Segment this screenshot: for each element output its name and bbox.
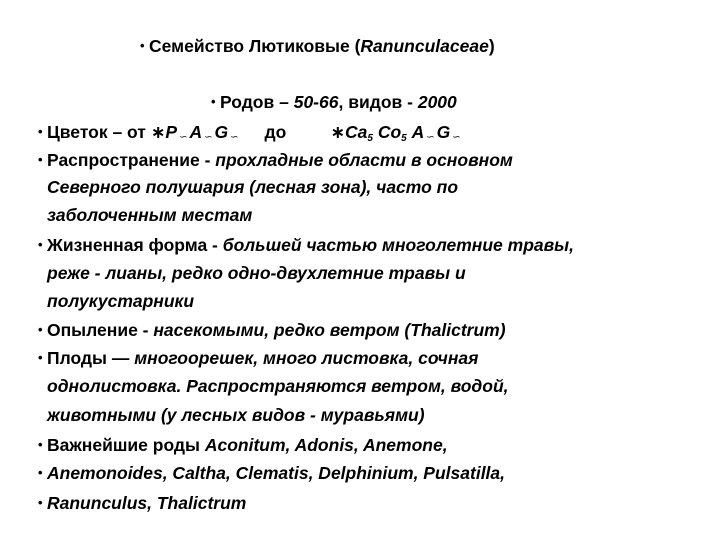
- fruits-line-3: животными (у лесных видов - муравьями): [47, 405, 425, 425]
- important-genera-text-3: Ranunculus, Thalictrum: [47, 493, 247, 513]
- formula1-gynoecium: G: [214, 122, 229, 142]
- distribution-line-1: [38, 147, 513, 173]
- formula2-gynoecium: G: [436, 122, 451, 142]
- infinity-symbol: ∽: [426, 132, 435, 143]
- title-latin: Ranunculaceae: [360, 36, 489, 56]
- formula2-corolla-count: 5: [401, 133, 407, 144]
- bullet: •: [38, 124, 43, 139]
- fruits-text-1: многоорешек, много листовка, сочная: [134, 348, 479, 368]
- bullet: •: [38, 237, 43, 252]
- life-form-text-1: большей частью многолетние травы,: [222, 235, 574, 255]
- actinomorphic-symbol: ∗: [150, 122, 166, 142]
- genera-label: Родов –: [220, 92, 294, 112]
- species-value: 2000: [417, 92, 457, 112]
- formula-to-label: до: [264, 122, 287, 142]
- infinity-symbol: ∽: [179, 132, 188, 143]
- fruits-line-2: однолистовка. Распространяются ветром, водой,: [47, 376, 509, 396]
- bullet: •: [38, 322, 43, 337]
- infinity-symbol: ∽: [452, 132, 461, 143]
- flower-label: Цветок – от: [47, 122, 151, 142]
- pollination-label: Опыление -: [47, 320, 154, 340]
- genera-value: 50-66: [293, 92, 339, 112]
- actinomorphic-symbol: ∗: [330, 122, 346, 142]
- formula1-perianth: P: [165, 122, 178, 142]
- fruits-line-1: [38, 345, 478, 371]
- life-form-label: Жизненная форма -: [47, 235, 223, 255]
- important-genera-text-2: Anemonoides, Caltha, Clematis, Delphinium, Pulsatilla,: [47, 463, 506, 483]
- title-prefix: Семейство Лютиковые (: [149, 36, 361, 56]
- distribution-label: Распространение -: [47, 150, 216, 170]
- distribution-text-1: прохладные области в основном: [215, 150, 513, 170]
- infinity-symbol: ∽: [204, 132, 213, 143]
- genera-count-line: [211, 89, 457, 115]
- species-label: , видов -: [338, 92, 418, 112]
- bullet: •: [211, 94, 216, 109]
- formula2-calyx-count: 5: [367, 133, 373, 144]
- pollination-line: [38, 317, 506, 343]
- bullet: •: [38, 152, 43, 167]
- important-genera-line-3: [38, 490, 246, 516]
- bullet: •: [38, 437, 43, 452]
- bullet: •: [38, 495, 43, 510]
- distribution-line-2: Северного полушария (лесная зона), часто по: [47, 177, 459, 197]
- bullet: •: [140, 38, 145, 53]
- fruits-label: Плоды —: [47, 348, 135, 368]
- slide-title: [140, 33, 495, 59]
- important-genera-label: Важнейшие роды: [47, 435, 205, 455]
- distribution-line-3: заболоченным местам: [47, 205, 253, 225]
- formula2-calyx: Ca: [345, 122, 368, 142]
- formula1-androecium: A: [189, 122, 203, 142]
- bullet: •: [38, 465, 43, 480]
- formula2-corolla: Co: [377, 122, 402, 142]
- title-suffix: ): [488, 36, 495, 56]
- pollination-text: насекомыми, редко ветром (Thalictrum): [153, 320, 506, 340]
- life-form-line-3: полукустарники: [47, 291, 195, 311]
- life-form-line-2: реже - лианы, редко одно-двухлетние травы и: [47, 263, 466, 283]
- important-genera-line-1: [38, 432, 448, 458]
- important-genera-text-1: Aconitum, Adonis, Anemone,: [204, 435, 448, 455]
- bullet: •: [38, 350, 43, 365]
- important-genera-line-2: [38, 460, 505, 486]
- infinity-symbol: ∽: [230, 132, 239, 143]
- life-form-line-1: [38, 232, 574, 258]
- formula2-androecium: A: [411, 122, 425, 142]
